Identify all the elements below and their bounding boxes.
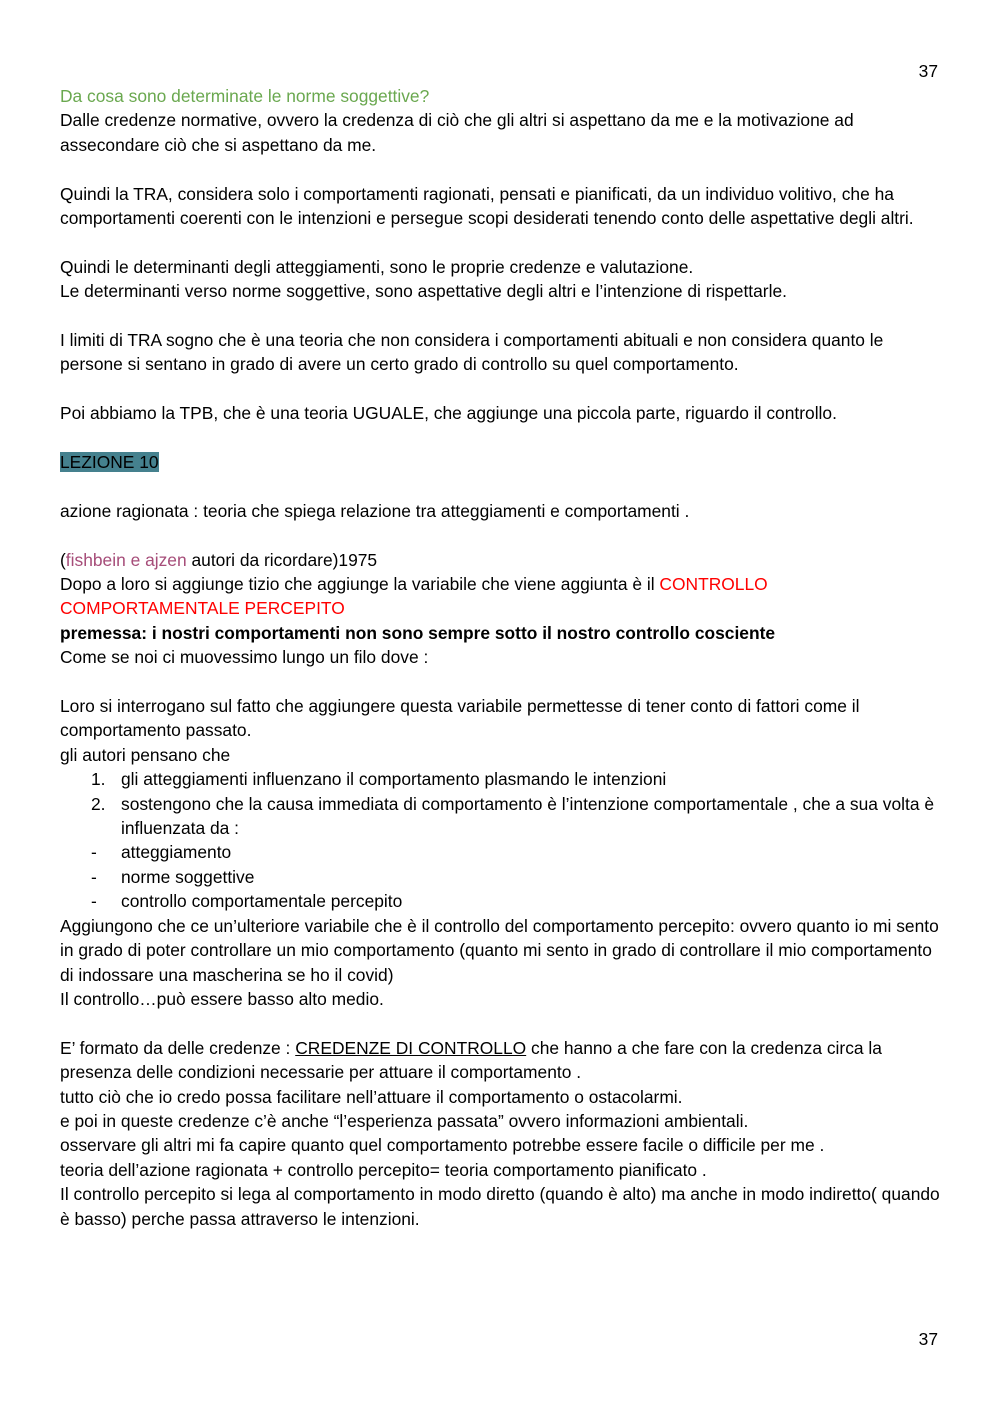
page-number-bottom: 37 xyxy=(918,1329,938,1349)
perceived-control-term: CONTROLLO COMPORTAMENTALE PERCEPITO xyxy=(60,574,768,619)
authors-name: fishbein e ajzen xyxy=(65,549,187,570)
paragraph-observe-others: osservare gli altri mi fa capire quanto quel comportamento potrebbe essere facile o difficile per me . xyxy=(60,1135,825,1156)
paragraph-formula: teoria dell’azione ragionata + controllo percepito= teoria comportamento pianificato . xyxy=(60,1159,707,1180)
lesson-heading-line xyxy=(60,450,940,474)
bullet-list xyxy=(60,840,940,913)
paragraph-past-experience: e poi in queste credenze c’è anche “l’esperienza passata” ovvero informazioni ambientali. xyxy=(60,1110,749,1131)
list-item: 2. sostengono che la causa immediata di comportamento è l’intenzione comportamentale , che a sua volta è influenzata da : xyxy=(91,793,934,839)
paragraph-tra-limits: I limiti di TRA sogno che è una teoria che non considera i comportamenti abituali e non considera quanto le persone si sentano in grado di avere un certo grado di controllo su quel comportamento. xyxy=(60,330,884,375)
page-content xyxy=(60,84,940,1231)
paragraph-authors: (fishbein e ajzen autori da ricordare)1975 xyxy=(60,549,378,570)
paragraph-further-variable: Aggiungono che ce un’ulteriore variabile che è il controllo del comportamento percepito: ovvero quanto io mi sento in grado di poter controllare un mio comportamento (quanto mi sento in grado di controllare il mio comportamento di indossare una mascherina se ho il covid) xyxy=(60,915,939,985)
lesson-heading: LEZIONE 10 xyxy=(60,452,159,473)
paragraph-tra: Quindi la TRA, considera solo i comportamenti ragionati, pensati e pianificati, da un individuo volitivo, che ha comportamenti coerenti con le intenzioni e persegue scopi desiderati tenendo conto delle aspettative degli altri. xyxy=(60,183,914,229)
numbered-list xyxy=(60,767,940,840)
paragraph-thread: Come se noi ci muovessimo lungo un filo dove : xyxy=(60,647,429,668)
paragraph-control-beliefs: E’ formato da delle credenze : CREDENZE DI CONTROLLO che hanno a che fare con la credenza circa la presenza delle condizioni necessarie per attuare il comportamento . xyxy=(60,1037,882,1083)
control-beliefs-term: CREDENZE DI CONTROLLO xyxy=(295,1037,527,1058)
paragraph-past-behaviour: Loro si interrogano sul fatto che aggiungere questa variabile permettesse di tener conto di fattori come il comportamento passato. xyxy=(60,696,860,741)
list-item: - controllo comportamentale percepito xyxy=(91,891,403,912)
paragraph-determinants-norms: Le determinanti verso norme soggettive, sono aspettative degli altri e l’intenzione di rispettarle. xyxy=(60,281,787,302)
paragraph-control-level: Il controllo…può essere basso alto medio. xyxy=(60,988,384,1009)
paragraph-facilitate: tutto ciò che io credo possa facilitare nell’attuare il comportamento o ostacolarmi. xyxy=(60,1086,683,1107)
question-heading: Da cosa sono determinate le norme soggettive? xyxy=(60,86,430,106)
list-item: - atteggiamento xyxy=(91,842,232,863)
paragraph-tpb: Poi abbiamo la TPB, che è una teoria UGUALE, che aggiunge una piccola parte, riguardo il controllo. xyxy=(60,403,837,424)
paragraph-authors-think: gli autori pensano che xyxy=(60,744,231,765)
list-item: - norme soggettive xyxy=(91,866,255,887)
paragraph-reasoned-action: azione ragionata : teoria che spiega relazione tra atteggiamenti e comportamenti . xyxy=(60,500,690,521)
paragraph-direct-indirect: Il controllo percepito si lega al comportamento in modo diretto (quando è alto) ma anche in modo indiretto( quando è basso) perche passa attraverso le intenzioni. xyxy=(60,1184,940,1229)
premise-bold: premessa: i nostri comportamenti non sono sempre sotto il nostro controllo cosciente xyxy=(60,622,776,643)
list-item: 1. gli atteggiamenti influenzano il comportamento plasmando le intenzioni xyxy=(91,769,667,790)
paragraph-added-variable: Dopo a loro si aggiunge tizio che aggiunge la variabile che viene aggiunta è il CONTROLLO COMPORTAMENTALE PERCEPITO xyxy=(60,574,768,619)
paragraph-determinants-attitudes: Quindi le determinanti degli atteggiamenti, sono le proprie credenze e valutazione. xyxy=(60,256,694,277)
page-number-top: 37 xyxy=(918,61,938,81)
paragraph-normative-beliefs: Dalle credenze normative, ovvero la credenza di ciò che gli altri si aspettano da me e la motivazione ad assecondare ciò che si aspettano da me. xyxy=(60,110,854,155)
